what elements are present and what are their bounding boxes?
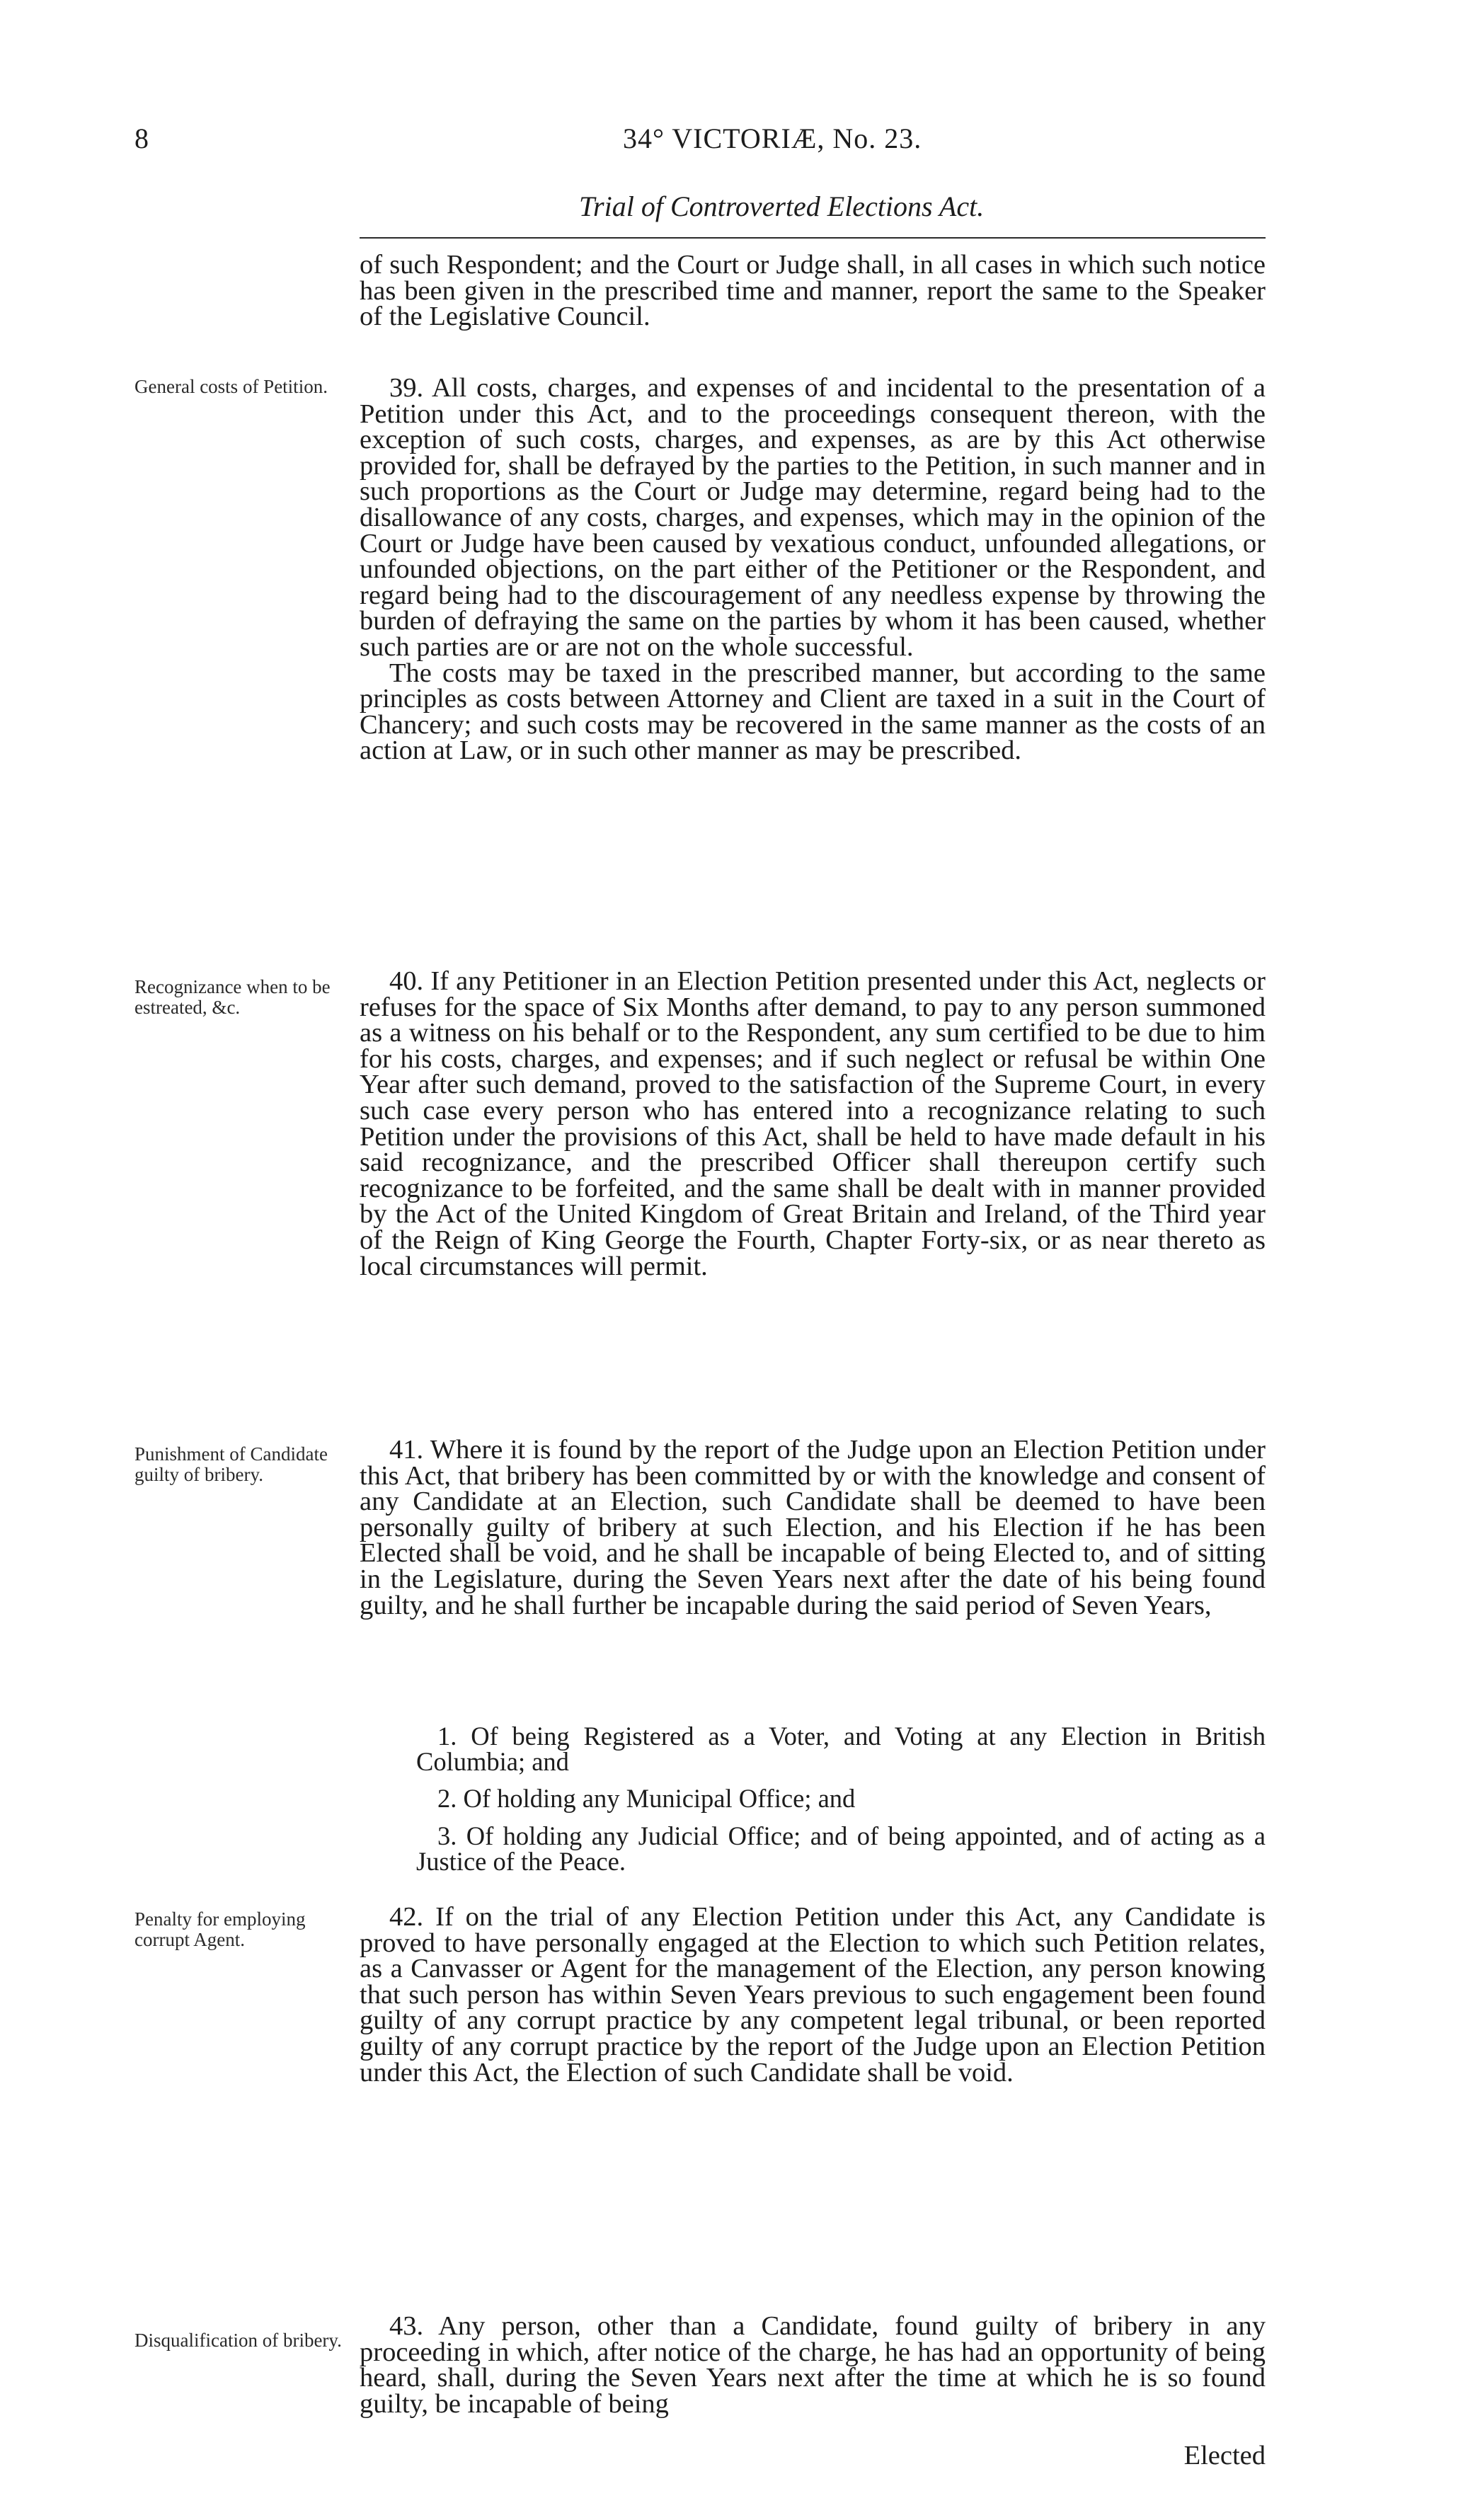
margin-note-section-40: Recognizance when to be estreated, &c. [134, 976, 331, 1018]
continuation-text: of such Respondent; and the Court or Judge shall, in all cases in which such notice has been given in the prescribed time and manner, report the same to the Speaker of the Legislative Council. [360, 250, 1266, 332]
margin-note-section-43: Disqualification of bribery. [134, 2330, 342, 2351]
header-rule [360, 237, 1266, 239]
list-item-1: 1. Of being Registered as a Voter, and Voting at any Election in British Columbia; and [416, 1722, 1266, 1776]
section-40 [360, 968, 1266, 1279]
section-42 [360, 1904, 1266, 2085]
margin-note-section-41: Punishment of Candidate guilty of bribery. [134, 1443, 328, 1485]
continuation-paragraph [360, 252, 1266, 330]
section-42-paragraph: 42. If on the trial of any Election Petition under this Act, any Candidate is proved to have personally engaged at the Election to which such Petition relates, as a Canvasser or Agent for the management of the Election, any person knowing that such person has within Seven Years previous to such engagement been found guilty of any corrupt practice by any competent legal tribunal, or been reported guilty of any corrupt practice by the report of the Judge upon an Election Petition under this Act, the Election of such Candidate shall be void. [360, 1902, 1266, 2087]
section-39-paragraph-2: The costs may be taxed in the prescribed manner, but according to the same principles as costs between Attorney and Client are taxed in a suit in the Court of Chancery; and such costs may be recovered in the same manner as the costs of an action at Law, or in such other manner as may be prescribed. [360, 658, 1266, 766]
margin-note-section-42: Penalty for employing corrupt Agent. [134, 1908, 306, 1950]
page-number: 8 [134, 122, 149, 154]
list-item-3: 3. Of holding any Judicial Office; and of being appointed, and of acting as a Justice of the Peace. [416, 1821, 1266, 1876]
section-41 [360, 1437, 1266, 1618]
section-39-paragraph-1: 39. All costs, charges, and expenses of and incidental to the presentation of a Petition under this Act, and to the proceedings consequent thereon, with the exception of such costs, charges, and expenses, as are by this Act otherwise provided for, shall be defrayed by the parties to the Petition, in such manner and in such proportions as the Court or Judge may determine, regard being had to the disallowance of any costs, charges, and expenses, which may in the opinion of the Court or Judge have been caused by vexatious conduct, unfounded allegations, or unfounded objections, on the part either of the Petitioner or the Respondent, and regard being had to the discouragement of any needless expense by throwing the burden of defraying the same on the parties by whom it has been caused, whether such parties are or are not on the whole successful. [360, 373, 1266, 662]
section-40-paragraph: 40. If any Petitioner in an Election Petition presented under this Act, neglects or refuses for the space of Six Months after demand, to pay to any person summoned as a witness on his behalf or to the Respondent, any sum certified to be due to him for his costs, charges, and expenses; and if such neglect or refusal be within One Year after such demand, proved to the satisfaction of the Supreme Court, in every such case every person who has entered into a recognizance relating to such Petition under the provisions of this Act, shall be held to have made default in his said recognizance, and the prescribed Officer shall thereupon certify such recognizance to be forfeited, and the same shall be dealt with in manner provided by the Act of the United Kingdom of Great Britain and Ireland, of the Third year of the Reign of King George the Fourth, Chapter Forty-six, or as near thereto as local circumstances will permit. [360, 966, 1266, 1281]
margin-note-section-39: General costs of Petition. [134, 376, 328, 397]
running-head: 34° VICTORIÆ, No. 23. [623, 122, 922, 154]
section-43-paragraph: 43. Any person, other than a Candidate, found guilty of bribery in any proceeding in which, after notice of the charge, he has had an opportunity of being heard, shall, during the Seven Years next after the time at which he is so found guilty, be incapable of being [360, 2311, 1266, 2419]
act-subtitle: Trial of Controverted Elections Act. [579, 190, 985, 222]
section-43 [360, 2313, 1266, 2417]
catchword: Elected [1183, 2441, 1266, 2470]
list-item-2: 2. Of holding any Municipal Office; and [437, 1784, 856, 1813]
section-41-paragraph: 41. Where it is found by the report of the Judge upon an Election Petition under this Act, that bribery has been committed by or with the knowledge and consent of any Candidate at an Election, such Candidate shall be deemed to have been personally guilty of bribery at such Election, and his Election if he has been Elected shall be void, and he shall be incapable of being Elected to, and of sitting in the Legislature, during the Seven Years next after the date of his being found guilty, and he shall further be incapable during the said period of Seven Years, [360, 1435, 1266, 1620]
section-39 [360, 375, 1266, 764]
